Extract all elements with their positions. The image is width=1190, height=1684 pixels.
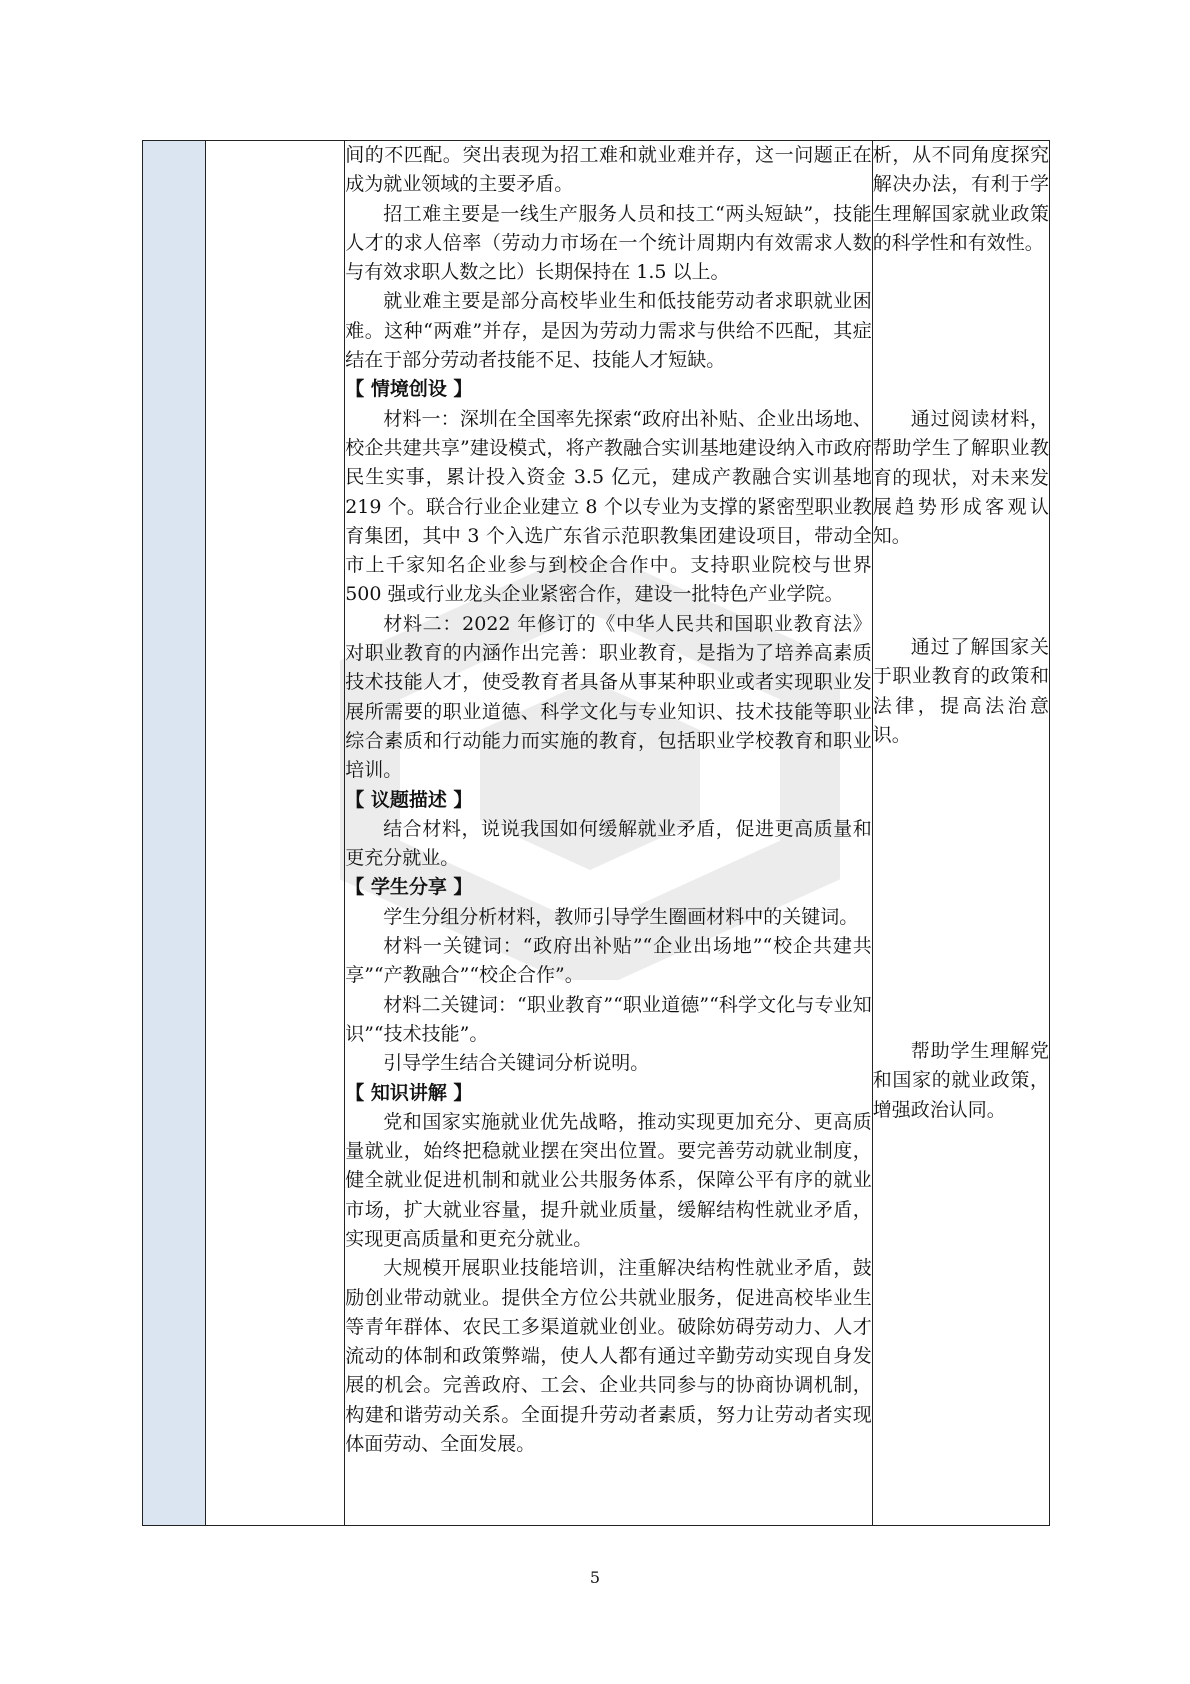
- paragraph-employment-strategy: 党和国家实施就业优先战略，推动实现更加充分、更高质量就业，始终把稳就业摆在突出位置。要完善劳动就业制度，健全就业促进机制和就业公共服务体系，保障公平有序的就业市场，扩大就业容量，提升就业质量，缓解结构性就业矛盾，实现更高质量和更充分就业。: [345, 1110, 872, 1250]
- paragraph-keywords-one: 材料一关键词：“政府出补贴”“企业出场地”“校企共建共享”“产教融合”“校企合作”。: [345, 935, 872, 987]
- paragraph-mismatch: 间的不匹配。突出表现为招工难和就业难并存，这一问题正在成为就业领域的主要矛盾。: [345, 144, 872, 196]
- stage-column-cell: [143, 141, 206, 1526]
- paragraph-hiring-difficulty: 招工难主要是一线生产服务人员和技工“两头短缺”，技能人才的求人倍率（劳动力市场在一个统计周期内有效需求人数与有效求职人数之比）长期保持在 1.5 以上。: [345, 202, 872, 284]
- paragraph-material-one: 材料一：深圳在全国率先探索“政府出补贴、企业出场地、校企共建共享”建设模式，将产教融合实训基地建设纳入市政府民生实事，累计投入资金 3.5 亿元，建成产教融合实训基地 219 个。联合行业企业建立 8 个以专业为支撑的紧密型职业教育集团，其中 3 个入选广东省示范职教集团建设项目，带动全市上千家知名企业参与到校企合作中。支持职业院校与世界 500 强或行业龙头企业紧密合作，建设一批特色产业学院。: [345, 407, 872, 606]
- page-number: 5: [589, 1568, 601, 1587]
- lesson-plan-table: [142, 140, 1050, 1526]
- design-note-2: [873, 405, 1049, 551]
- design-note-text: 通过了解国家关于职业教育的政策和法律，提高法治意识。: [872, 636, 1049, 746]
- paragraph-topic: 结合材料，说说我国如何缓解就业矛盾，促进更高质量和更充分就业。: [345, 817, 872, 870]
- paragraph-material-two: 材料二：2022 年修订的《中华人民共和国职业教育法》对职业教育的内涵作出完善：职业教育，是指为了培养高素质技术技能人才，使受教育者具备从事某种职业或者实现职业发展所需要的职业道德、科学文化与专业知识、技术技能等职业综合素质和行动能力而实施的教育，包括职业学校教育和职业培训。: [345, 612, 872, 782]
- design-note-1: [873, 141, 1049, 258]
- section-heading-situation: 【 情境创设 】: [345, 378, 473, 401]
- design-note-text: 析，从不同角度探究解决办法，有利于学生理解国家就业政策的科学性和有效性。: [872, 144, 1049, 254]
- phase-column-cell: [206, 141, 345, 1526]
- design-note-3: [873, 633, 1049, 750]
- section-heading-knowledge: 【 知识讲解 】: [345, 1081, 473, 1104]
- design-intent-cell: [872, 141, 1049, 1526]
- paragraph-keywords-two: 材料二关键词：“职业教育”“职业道德”“科学文化与专业知识”“技术技能”。: [345, 993, 872, 1045]
- paragraph-guide: 引导学生结合关键词分析说明。: [383, 1052, 650, 1075]
- paragraph-group-analysis: 学生分组分析材料，教师引导学生圈画材料中的关键词。: [383, 905, 859, 928]
- paragraph-skills-training: 大规模开展职业技能培训，注重解决结构性就业矛盾，鼓励创业带动就业。提供全方位公共就业服务，促进高校毕业生等青年群体、农民工多渠道就业创业。破除妨碍劳动力、人才流动的体制和政策弊端，使人人都有通过辛勤劳动实现自身发展的机会。完善政府、工会、企业共同参与的协商协调机制，构建和谐劳动关系。全面提升劳动者素质，努力让劳动者实现体面劳动、全面发展。: [345, 1257, 872, 1456]
- section-heading-student-share: 【 学生分享 】: [345, 876, 473, 899]
- paragraph-job-difficulty: 就业难主要是部分高校毕业生和低技能劳动者求职就业困难。这种“两难”并存，是因为劳动力需求与供给不匹配，其症结在于部分劳动者技能不足、技能人才短缺。: [345, 290, 872, 372]
- design-note-text: 帮助学生理解党和国家的就业政策，增强政治认同。: [872, 1040, 1049, 1121]
- design-note-4: [873, 1037, 1049, 1125]
- design-note-text: 通过阅读材料，帮助学生了解职业教育的现状，对未来发展趋势形成客观认知。: [872, 408, 1049, 548]
- table-row: [143, 141, 1050, 1526]
- section-heading-topic: 【 议题描述 】: [345, 788, 473, 811]
- teaching-content-cell: [345, 141, 873, 1526]
